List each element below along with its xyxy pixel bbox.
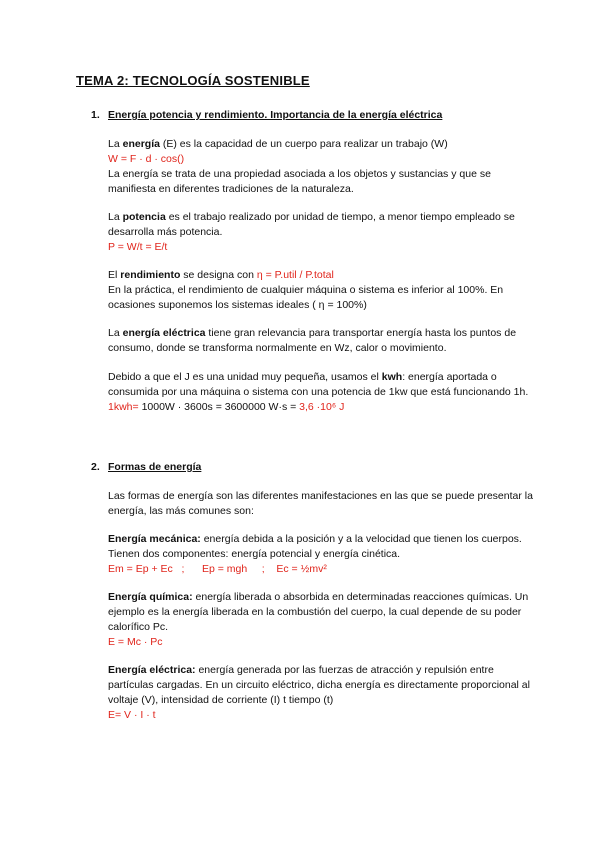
forms-intro: Las formas de energía son las diferentes manifestaciones en las que se puede presentar la energía, las más comunes son:: [108, 490, 533, 517]
section-1-number: 1.: [91, 109, 100, 121]
electric-energy-block: [108, 326, 533, 356]
energy-description: La energía se trata de una propiedad asociada a los objetos y sustancias y que se manifiesta en diferentes tradiciones de la naturaleza.: [108, 168, 491, 195]
power-definition-block: [108, 210, 533, 255]
power-formula: P = W/t = E/t: [108, 241, 168, 253]
chemical-energy-formula: E = Mc · Pc: [108, 636, 163, 648]
electrical-energy-formula: E= V · I · t: [108, 709, 156, 721]
work-formula: W = F · d · cos(): [108, 153, 185, 165]
kwh-block: [108, 370, 533, 415]
chemical-energy-block: [108, 590, 533, 650]
mechanical-energy-definition: Energía mecánica: energía debida a la posición y a la velocidad que tienen los cuerpos. Tienen dos componentes: energía potencial y energía cinética.: [108, 533, 522, 560]
energy-definition: La energía (E) es la capacidad de un cuerpo para realizar un trabajo (W): [108, 138, 448, 150]
mechanical-energy-formula: Em = Ep + Ec ; Ep = mgh ; Ec = ½mv²: [108, 563, 327, 575]
efficiency-definition: El rendimiento se designa con η = P.util / P.total: [108, 269, 334, 281]
section-2-number: 2.: [91, 461, 100, 473]
section-2-title: Formas de energía: [108, 461, 202, 473]
section-1-heading: [91, 109, 442, 121]
section-1-title: Energía potencia y rendimiento. Importancia de la energía eléctrica: [108, 109, 443, 121]
energy-definition-block: [108, 137, 533, 197]
section-2-heading: [91, 461, 201, 473]
efficiency-block: [108, 268, 533, 313]
electric-energy-relevance: La energía eléctrica tiene gran relevancia para transportar energía hasta los puntos de consumo, donde se transforma normalmente en Wz, calor o movimiento.: [108, 327, 517, 354]
electrical-energy-block: [108, 663, 533, 723]
power-definition: La potencia es el trabajo realizado por unidad de tiempo, a menor tiempo empleado se desarrolla más potencia.: [108, 211, 515, 238]
page-title: TEMA 2: TECNOLOGÍA SOSTENIBLE: [76, 73, 310, 88]
mechanical-energy-block: [108, 532, 533, 577]
efficiency-description: En la práctica, el rendimiento de cualquier máquina o sistema es inferior al 100%. En ocasiones suponemos los sistemas ideales ( η = 100%): [108, 284, 504, 311]
chemical-energy-definition: Energía química: energía liberada o absorbida en determinadas reacciones químicas. Un ejemplo es la energía liberada en la combustión del cuerpo, la cual depende de su poder calorífico Pc.: [108, 591, 529, 633]
electrical-energy-definition: Energía eléctrica: energía generada por las fuerzas de atracción y repulsión entre partículas cargadas. En un circuito eléctrico, dicha energía es directamente proporcional al voltaje (V), intensidad de corriente (I) t tiempo (t): [108, 664, 530, 706]
kwh-definition: Debido a que el J es una unidad muy pequeña, usamos el kwh: energía aportada o consumida por una máquina o sistema con una potencia de 1kw que está funcionando 1h. 1kwh= 1000W · 3600s = 3600000 W·s = 3,6 ·10⁶ J: [108, 371, 529, 413]
